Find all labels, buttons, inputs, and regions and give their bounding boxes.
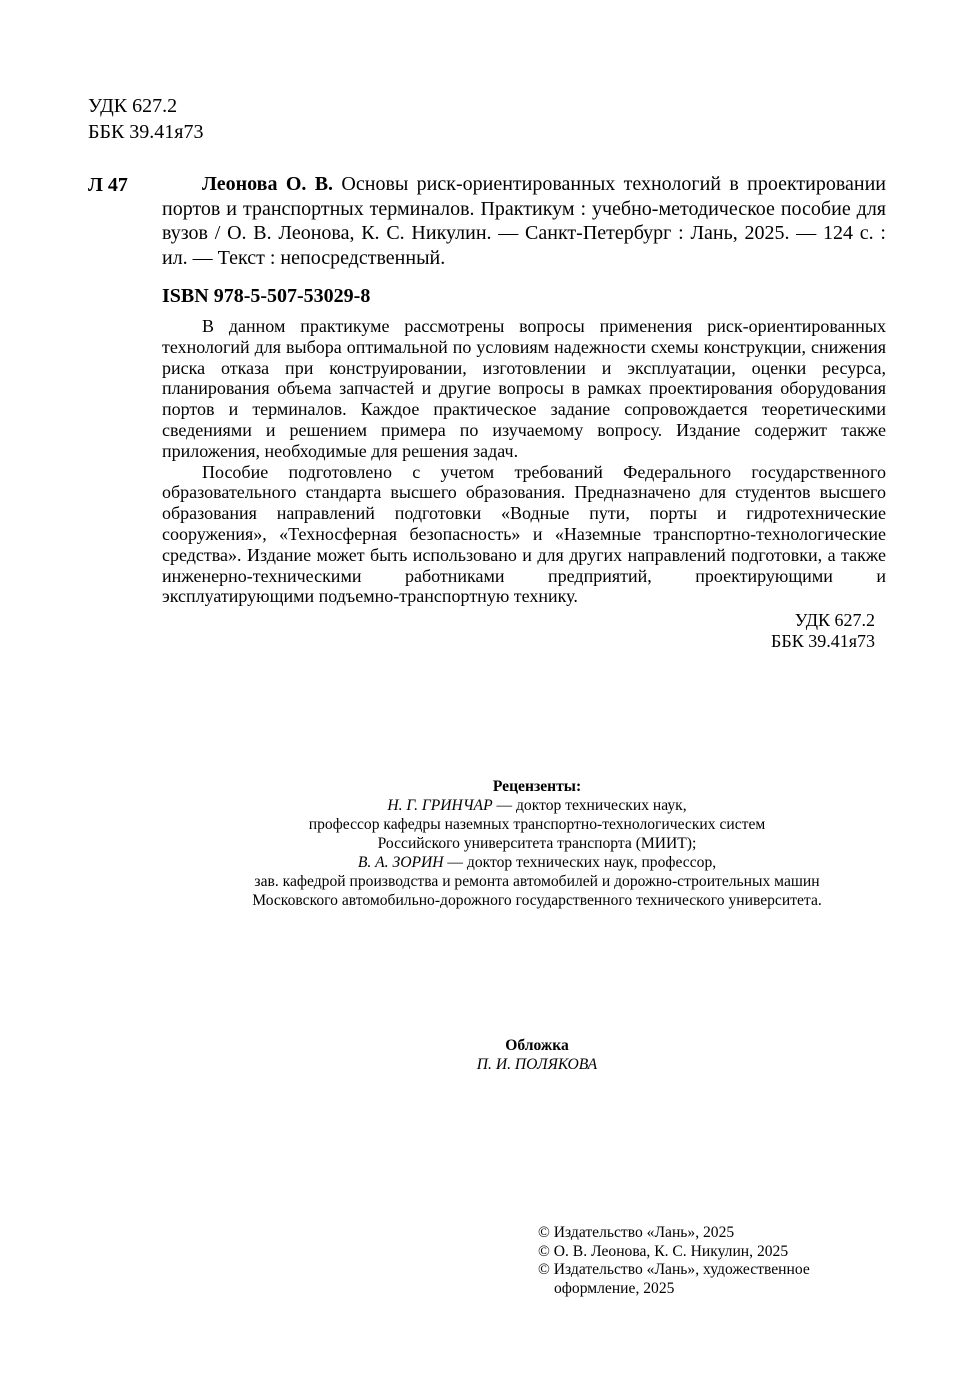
reviewer-2-line-2: зав. кафедрой производства и ремонта автомобилей и дорожно-строительных машин [254, 873, 820, 890]
author-sign: Л 47 [88, 174, 128, 196]
reviewer-1-desc: — доктор технических наук, [492, 797, 687, 814]
biblio-text: Основы риск-ориентированных технологий в проектировании портов и транспортных терминалов. Практикум : учебно-методическое пособие для вузов / О. В. Леонова, К. С. Никулин. — Санкт-Петербург : Лань, 2025. — 124 с. : ил. — Текст : непосредственный. [162, 173, 887, 269]
bbk-code-right: ББК 39.41я73 [771, 631, 875, 651]
abstract-paragraph-1: В данном практикуме рассмотрены вопросы применения риск-ориентированных технологий для выбора оптимальной по условиям надежности схемы конструкции, снижения риска отказа при конструировании, изготовлении и эксплуатации, оценки ресурса, планирования объема запчастей и другие вопросы в рамках проектирования оборудования портов и терминалов. Каждое практическое задание сопровождается теоретическими сведениями и решением примера по изучаемому вопросу. Издание содержит также приложения, необходимые для решения задач. [162, 316, 886, 461]
udk-code-right: УДК 627.2 [794, 610, 875, 630]
isbn: ISBN 978-5-507-53029-8 [162, 285, 371, 307]
abstract [162, 316, 886, 607]
cover-designer: П. И. ПОЛЯКОВА [476, 1056, 598, 1073]
cover-credit [88, 1036, 976, 1074]
copyright-line-3: © Издательство «Лань», художественное [538, 1261, 810, 1278]
copyright-line-3-cont: оформление, 2025 [554, 1279, 675, 1297]
reviewer-2-desc: — доктор технических наук, профессор, [443, 854, 717, 871]
copyright-line-1: © Издательство «Лань», 2025 [538, 1224, 735, 1241]
cover-title: Обложка [505, 1037, 569, 1054]
bibliographic-record [162, 172, 886, 270]
reviewer-2 [88, 853, 976, 872]
reviewers-title: Рецензенты: [492, 778, 582, 795]
reviewer-1-line-2: профессор кафедры наземных транспортно-технологических систем [308, 816, 766, 833]
udk-bbk-right [735, 610, 875, 652]
reviewer-1-line-3: Российского университета транспорта (МИИТ); [377, 835, 697, 852]
reviewer-1 [88, 796, 976, 815]
udk-bbk-top [88, 93, 204, 145]
reviewer-2-line-3: Московского автомобильно-дорожного государственного технического университета. [252, 892, 822, 909]
abstract-paragraph-2: Пособие подготовлено с учетом требований Федерального государственного образовательного стандарта высшего образования. Предназначено для студентов высшего образования направлений подготовки «Водные пути, порты и гидротехнические сооружения», «Техносферная безопасность» и «Наземные транспортно-технологические средства». Издание может быть использовано и для других направлений подготовки, а также инженерно-техническими работниками предприятий, проектирующими и эксплуатирующими подъемно-транспортную технику. [162, 461, 886, 607]
copyright-block [538, 1224, 858, 1298]
bbk-code: ББК 39.41я73 [88, 121, 204, 143]
biblio-author: Леонова О. В. [202, 173, 334, 195]
reviewer-2-name: В. А. ЗОРИН [357, 854, 444, 871]
reviewer-1-name: Н. Г. ГРИНЧАР [387, 797, 493, 814]
reviewers [88, 777, 976, 910]
udk-code: УДК 627.2 [88, 95, 178, 117]
copyright-line-2: © О. В. Леонова, К. С. Никулин, 2025 [538, 1242, 789, 1260]
